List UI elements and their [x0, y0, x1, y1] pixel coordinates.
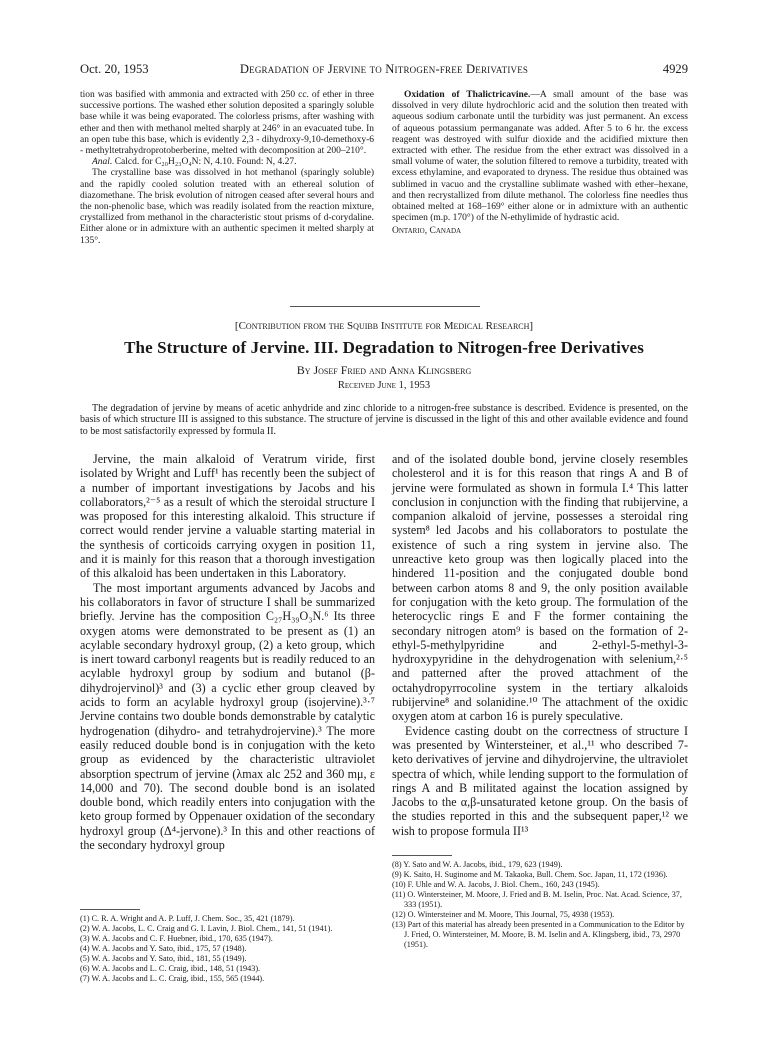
- running-header: [80, 62, 688, 78]
- header-page-number: 4929: [662, 62, 688, 76]
- prev-right-text: —A small amount of the base was dissolved in very dilute hydrochloric acid and the solution then treated with aqueous sodium carbonate until the turbidity was just permanent. An excess of aqueous potassium permanganate was added. After 5 to 6 hr. the excess reagent was destroyed with sulfur dioxide and the acidified mixture then extracted with ether. The residue from the ether extract was dissolved in a small volume of water, the solution filtered to remove a turbidity, treated with excess ethylamine, and evaporated to dryness. The residue thus obtained was sublimed in vacuo and the crystalline sublimate washed with ether–hexane, and then recrystallized from dilute methanol. The colorless fine needles thus obtained melted at 168–169° either alone or in admixture with an authentic specimen (m.p. 170°) of the N-ethylimide of hydrastic acid.: [392, 90, 688, 224]
- footnote: (9) K. Saito, H. Suginome and M. Takaoka, Bull. Chem. Soc. Japan, 11, 172 (1936).: [392, 870, 668, 879]
- footnote-rule-left: [80, 909, 140, 910]
- anal-label: Anal.: [92, 157, 113, 168]
- footnote-rule-right: [392, 855, 452, 856]
- footnote: (7) W. A. Jacobs and L. C. Craig, ibid., 155, 565 (1944).: [80, 974, 265, 983]
- contribution-line: [Contribution from the Squibb Institute for Medical Research]: [234, 320, 534, 332]
- prev-location: Ontario, Canada: [392, 226, 462, 237]
- footnote: (13) Part of this material has already been presented in a Communication to the Editor by J. Fried, O. Wintersteiner, M. Moore, B. M. Iselin and A. Klingsberg, ibid., 73, 2970 (1951).: [392, 920, 685, 949]
- footnote: (12) O. Wintersteiner and M. Moore, This Journal, 75, 4938 (1953).: [392, 910, 615, 919]
- article-authors: By Josef Fried and Anna Klingsberg: [296, 363, 472, 377]
- footnote: (4) W. A. Jacobs and Y. Sato, ibid., 175, 57 (1948).: [80, 944, 247, 953]
- article-separator: [290, 306, 480, 307]
- prev-left-analysis: [80, 157, 374, 168]
- footnotes-right: [392, 860, 688, 950]
- body-left-paragraph-2: The most important arguments advanced by Jacobs and his collaborators in favor of structure I shall be summarized briefly. Jervine has the composition C₂₇H₃₉O₃N.⁶ Its three oxygen atoms were demonstrated to be present as (1) an acylable secondary hydroxyl group, (2) a keto group, which is inert toward carbonyl reagents but is readily reduced to an acylable hydroxyl group by sodium and butanol (β-dihydrojervinol)³ and (3) a cyclic ether group cleaved by acids to form an acylable hydroxyl group (isojervine).³·⁷ Jervine contains two double bonds demonstrable by catalytic hydrogenation (dihydro- and tetrahydrojervine).³ The more easily reduced double bond is in conjugation with the keto group as evidenced by the characteristic ultraviolet absorption spectrum of jervine (λmax alc 252 and 360 mμ, ε 14,000 and 70). The second double bond is an isolated double bond, which readily enters into conjugation with the keto group formed by Oppenauer oxidation of the secondary hydroxyl group (Δ⁴-jervone).³ In this and other reactions of the secondary hydroxyl group: [80, 580, 375, 853]
- prev-right-paragraph: [392, 90, 688, 224]
- footnote: (11) O. Wintersteiner, M. Moore, J. Fried and B. M. Iselin, Proc. Nat. Acad. Science, 37, 333 (1951).: [392, 890, 682, 909]
- header-running-title: Degradation of Jervine to Nitrogen-free Derivatives: [239, 62, 529, 76]
- footnotes-left: [80, 914, 375, 984]
- anal-text: Calcd. for C₂₀H₂₃O₄N: N, 4.10. Found: N, 4.27.: [114, 157, 297, 168]
- footnote: (6) W. A. Jacobs and L. C. Craig, ibid., 148, 51 (1943).: [80, 964, 261, 973]
- body-left-paragraph-1: Jervine, the main alkaloid of Veratrum viride, first isolated by Wright and Luff¹ has recently been the subject of a number of important investigations by Jacobs and his collaborators,²⁻⁵ as a result of which the steroidal structure I was proposed for this interesting alkaloid. This structure if correct would render jervine a valuable starting material in the synthesis of corticoids carrying oxygen in position 11, and it is mainly for this reason that a thorough investigation of this alkaloid has been undertaken in this Laboratory.: [80, 452, 375, 581]
- received-date: Received June 1, 1953: [337, 380, 431, 391]
- body-left-column: [80, 452, 375, 852]
- footnote: (5) W. A. Jacobs and Y. Sato, ibid., 181, 55 (1949).: [80, 954, 247, 963]
- body-right-paragraph-2: Evidence casting doubt on the correctness of structure I was presented by Wintersteiner, et al.,¹¹ who described 7-keto derivatives of jervine and dihydrojervine, the ultraviolet spectra of which, while lending support to the formulation of rings A and B militated against the location assigned by Jacobs to the α,β-unsaturated ketone group. On the basis of the studies reported in this and the subsequent paper,¹² we wish to propose formula II¹³: [392, 723, 688, 838]
- prev-article-left-column: [80, 90, 374, 247]
- prev-left-paragraph-2: The crystalline base was dissolved in hot methanol (sparingly soluble) and the rapidly cooled solution treated with an ethereal solution of diazomethane. The brisk evolution of nitrogen ceased after several hours and the non-phenolic base, which was readily isolated from the reaction mixture, crystallized from methanol in the characteristic stout prisms of d-corydaline. Either alone or in admixture with an authentic specimen it melted sharply at 135°.: [80, 168, 374, 246]
- footnote: (10) F. Uhle and W. A. Jacobs, J. Biol. Chem., 160, 243 (1945).: [392, 880, 600, 889]
- footnote: (3) W. A. Jacobs and C. F. Huebner, ibid., 170, 635 (1947).: [80, 934, 273, 943]
- footnote: (2) W. A. Jacobs, L. C. Craig and G. I. Lavin, J. Biol. Chem., 141, 51 (1941).: [80, 924, 333, 933]
- prev-article-right-column: [392, 90, 688, 238]
- abstract: The degradation of jervine by means of acetic anhydride and zinc chloride to a nitrogen-free substance is described. Evidence is presented, on the basis of which structure III is assigned to this substance. The structure of jervine is discussed in the light of this and other available evidence and found to be most satisfactorily expressed by formula II.: [80, 403, 688, 437]
- footnote: (1) C. R. A. Wright and A. P. Luff, J. Chem. Soc., 35, 421 (1879).: [80, 914, 295, 923]
- header-date: Oct. 20, 1953: [80, 62, 149, 76]
- prev-right-heading: Oxidation of Thalictricavine.: [404, 90, 531, 100]
- article-title: The Structure of Jervine. III. Degradation to Nitrogen-free Derivatives: [124, 338, 644, 357]
- body-right-paragraph-1: and of the isolated double bond, jervine closely resembles cholesterol and it is for this reason that rings A and B of jervine were formulated as shown in formula I.⁴ This latter conclusion in conjunction with the finding that rubijervine, a companion alkaloid of jervine, possesses a steroidal ring system⁸ led Jacobs and his collaborators to postulate the existence of such a ring system in jervine also. The unreactive keto group was then logically placed into the hindered 11-position and the conjugated double bond between carbon atoms 8 and 9, the only position available for conjugation with the keto group. The formulation of the heterocyclic rings E and F the former containing the secondary nitrogen atom⁹ is based on the formation of 2-ethyl-5-methylpyridine and 2-ethyl-5-methyl-3-hydroxypyridine in the dehydrogenation with selenium,²·⁵ and patterned after the proved attachment of the octahydropyrrocoline system in the tertiary alkaloids rubijervine⁸ and solanidine.¹⁰ The attachment of the oxidic oxygen atom at carbon 16 is purely speculative.: [392, 452, 688, 724]
- body-right-column: [392, 452, 688, 838]
- prev-left-paragraph-1: tion was basified with ammonia and extracted with 250 cc. of ether in three successive portions. The washed ether solution deposited a sparingly soluble base while it was being evaporated. The colorless prisms, after washing with ether and then with methanol melted sharply at 246° in an evacuated tube. In an open tube this base, which is evidently 2,3 - dihydroxy-9,10-demethoxy-6 - methyltetrahydroprotoberberine, melted with decomposition at 200–210°.: [80, 90, 374, 157]
- footnote: (8) Y. Sato and W. A. Jacobs, ibid., 179, 623 (1949).: [392, 860, 563, 869]
